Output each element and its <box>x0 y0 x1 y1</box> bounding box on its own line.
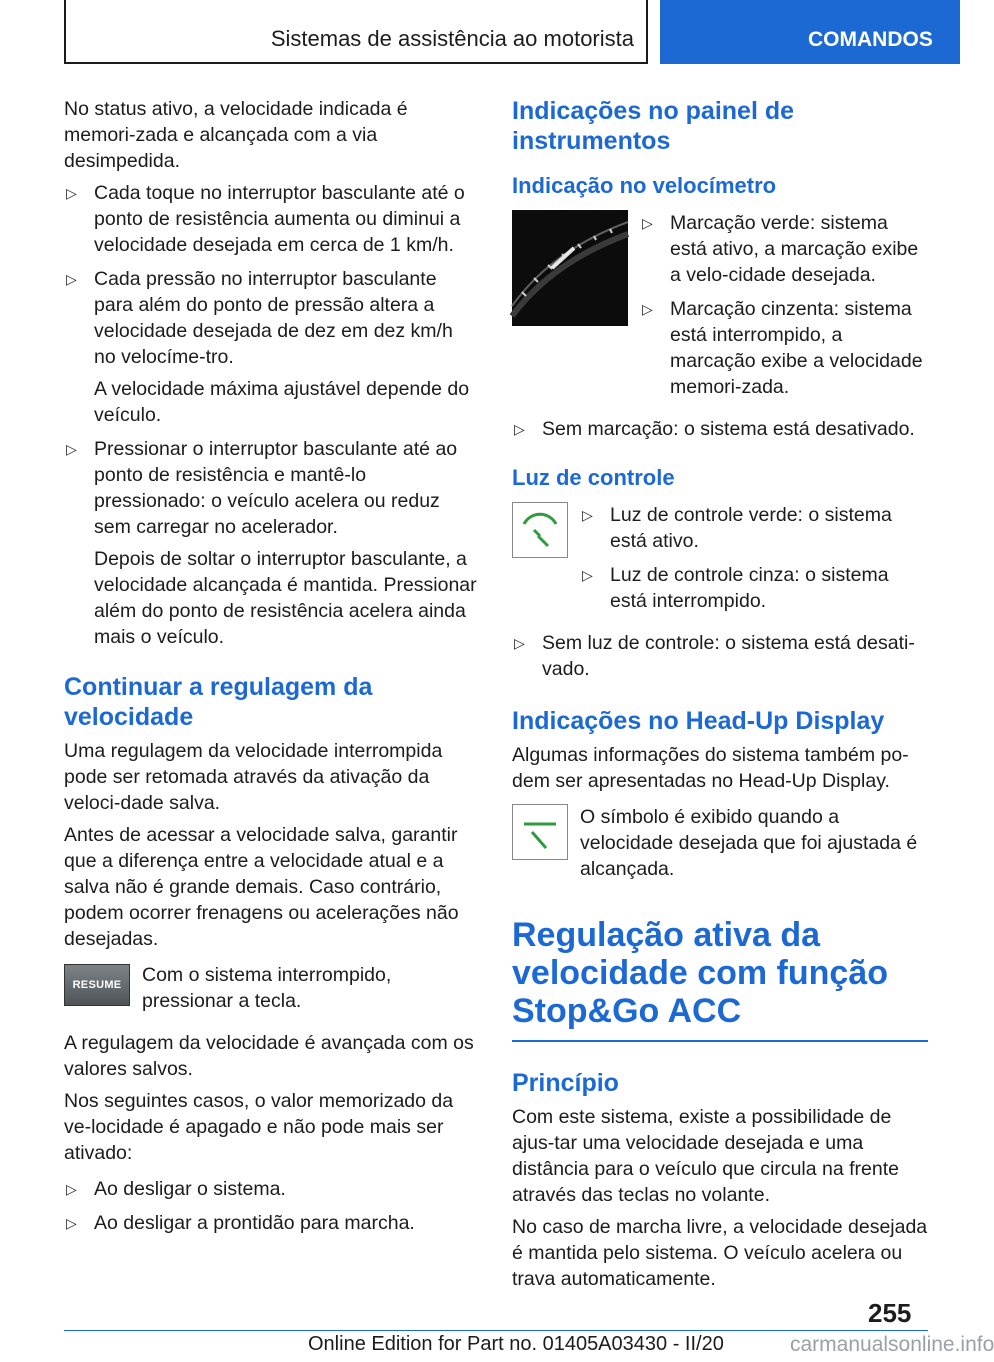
triangle-bullet-icon: ▷ <box>514 635 525 651</box>
bullet-text: Luz de controle cinza: o sistema está interrompido. <box>610 564 889 612</box>
bullet-text: Cada pressão no interruptor basculante para além do ponto de pressão altera a velocidade desejada de dez em dez km/h no velocíme-tro. <box>94 268 453 368</box>
bullet-text: Ao desligar a prontidão para marcha. <box>94 1212 415 1234</box>
bullet-text: Pressionar o interruptor basculante até ao ponto de resistência e mantê-lo pressionado: o veículo acelera ou reduz sem carregar no acelerador. <box>94 438 458 538</box>
principle-paragraph-2: No caso de marcha livre, a velocidade desejada é mantida pelo sistema. O veículo acelera ou trava automaticamente. <box>512 1216 928 1290</box>
resume-key-icon: RESUME <box>64 964 130 1006</box>
cruise-control-indicator-icon <box>512 502 568 558</box>
watermark-text: carmanualsonline.info <box>790 1333 994 1356</box>
resume-text: Com o sistema interrompido, pressionar a tecla. <box>142 964 392 1012</box>
hud-heading: Indicações no Head-Up Display <box>512 707 885 735</box>
triangle-bullet-icon: ▷ <box>582 507 593 523</box>
hud-figure-block <box>512 804 928 888</box>
principle-paragraph-1: Com este sistema, existe a possibilidade de ajus-tar uma velocidade desejada e uma distância para o veículo que circula na frente através das teclas no volante. <box>512 1106 899 1206</box>
edition-text: Online Edition for Part no. 01405A03430 - II/20 <box>308 1333 724 1355</box>
list-item <box>64 1210 478 1236</box>
triangle-bullet-icon: ▷ <box>66 1215 77 1231</box>
intro-paragraph: No status ativo, a velocidade indicada é memori-zada e alcançada com a via desimpedida. <box>64 98 408 172</box>
list-item <box>512 416 928 442</box>
list-item <box>64 1176 478 1202</box>
bullet-note: Depois de soltar o interruptor basculante, a velocidade alcançada é mantida. Pressionar além do ponto de resistência acelera ainda mais o veículo. <box>94 548 477 648</box>
list-item <box>512 630 928 682</box>
continue-paragraph-2: Antes de acessar a velocidade salva, garantir que a diferença entre a velocidade atual e a salva não é grande demais. Caso contrário, podem ocorrer frenagens ou acelerações não desejadas. <box>64 824 459 950</box>
bullet-text: Marcação verde: sistema está ativo, a marcação exibe a velo-cidade desejada. <box>670 212 919 286</box>
speedometer-figure-block <box>512 210 928 408</box>
speedometer-figure <box>512 210 628 326</box>
section-title: Sistemas de assistência ao motorista <box>270 26 634 51</box>
hud-paragraph: Algumas informações do sistema também po-dem ser apresentadas no Head-Up Display. <box>512 744 909 792</box>
panel-heading: Indicações no painel de instrumentos <box>512 97 795 155</box>
acc-heading-block <box>512 916 928 1042</box>
triangle-bullet-icon: ▷ <box>66 185 77 201</box>
list-item <box>580 502 928 554</box>
chapter-title: COMANDOS <box>808 28 933 51</box>
triangle-bullet-icon: ▷ <box>66 271 77 287</box>
header-section-tab <box>64 0 648 64</box>
triangle-bullet-icon: ▷ <box>66 441 77 457</box>
bullet-text: Sem marcação: o sistema está desativado. <box>542 418 915 440</box>
triangle-bullet-icon: ▷ <box>66 1181 77 1197</box>
header-chapter-tab <box>660 0 960 64</box>
page-number: 255 <box>868 1298 912 1328</box>
triangle-bullet-icon: ▷ <box>642 215 653 231</box>
left-column <box>64 96 478 1244</box>
continue-paragraph-1: Uma regulagem da velocidade interrompida pode ser retomada através da ativação da veloci-dade salva. <box>64 740 443 814</box>
bullet-text: Luz de controle verde: o sistema está ativo. <box>610 504 892 552</box>
control-light-figure-block <box>512 502 928 622</box>
list-item <box>64 266 478 428</box>
bullet-text: Marcação cinzenta: sistema está interrompido, a marcação exibe a velocidade memori-zada. <box>670 298 923 398</box>
principle-heading: Princípio <box>512 1069 619 1097</box>
list-item <box>580 562 928 614</box>
continue-heading: Continuar a regulagem da velocidade <box>64 673 373 731</box>
erased-paragraph: Nos seguintes casos, o valor memorizado da ve-locidade é apagado e não pode mais ser ativado: <box>64 1090 454 1164</box>
footer-divider <box>64 1330 928 1331</box>
list-item <box>640 296 928 400</box>
list-item <box>64 436 478 650</box>
bullet-text: Cada toque no interruptor basculante até o ponto de resistência aumenta ou diminui a velocidade desejada em cerca de 1 km/h. <box>94 182 465 256</box>
speedometer-heading: Indicação no velocímetro <box>512 173 777 198</box>
list-item <box>640 210 928 288</box>
list-item <box>64 180 478 258</box>
bullet-text: Ao desligar o sistema. <box>94 1178 286 1200</box>
right-column <box>512 96 928 1298</box>
control-light-heading: Luz de controle <box>512 465 675 490</box>
acc-heading: Regulação ativa da velocidade com função Stop&Go ACC <box>512 916 888 1030</box>
triangle-bullet-icon: ▷ <box>642 301 653 317</box>
bullet-note: A velocidade máxima ajustável depende do veículo. <box>94 378 470 426</box>
triangle-bullet-icon: ▷ <box>514 421 525 437</box>
resume-figure <box>64 962 478 1020</box>
triangle-bullet-icon: ▷ <box>582 567 593 583</box>
advanced-paragraph: A regulagem da velocidade é avançada com os valores salvos. <box>64 1032 474 1080</box>
bullet-text: Sem luz de controle: o sistema está desati-vado. <box>542 632 915 680</box>
hud-text: O símbolo é exibido quando a velocidade desejada que foi ajustada é alcançada. <box>580 806 918 880</box>
hud-symbol-icon <box>512 804 568 860</box>
